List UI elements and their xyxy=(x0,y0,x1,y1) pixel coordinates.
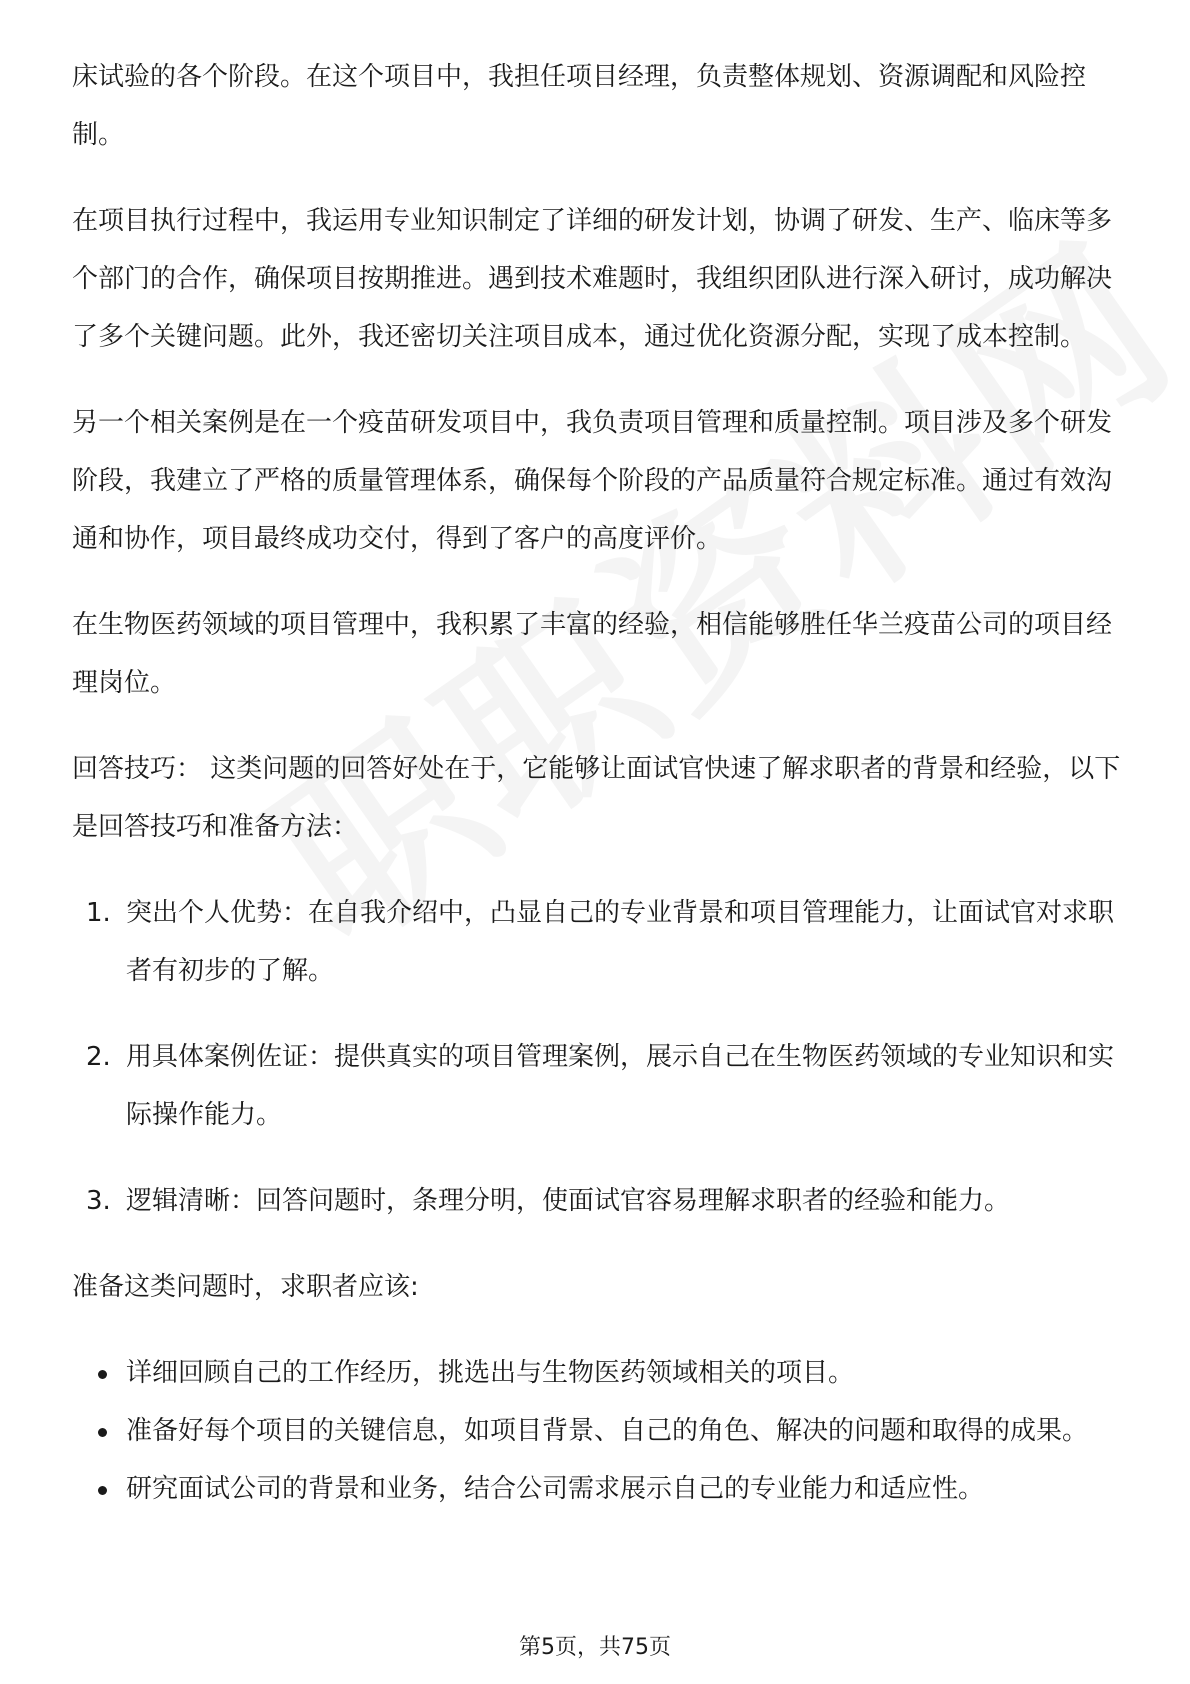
page-number-footer: 第5页，共75页 xyxy=(519,1635,671,1660)
list-item-text: 用具体案例佐证：提供真实的项目管理案例，展示自己在生物医药领域的专业知识和实际操作能力。 xyxy=(126,1042,1115,1130)
list-item xyxy=(72,1460,1132,1518)
paragraph-conclusion: 在生物医药领域的项目管理中，我积累了丰富的经验，相信能够胜任华兰疫苗公司的项目经理岗位。 xyxy=(72,610,1113,698)
list-number: 2. xyxy=(86,1042,111,1072)
prep-list xyxy=(72,1344,1132,1518)
list-item xyxy=(72,1028,1132,1144)
answer-tips-list xyxy=(72,884,1132,1230)
list-item xyxy=(72,1402,1132,1460)
paragraph-project-execution: 在项目执行过程中，我运用专业知识制定了详细的研发计划，协调了研发、生产、临床等多个部门的合作，确保项目按期推进。遇到技术难题时，我组织团队进行深入研讨，成功解决了多个关键问题。此外，我还密切关注项目成本，通过优化资源分配，实现了成本控制。 xyxy=(72,206,1113,352)
paragraph-project-role: 床试验的各个阶段。在这个项目中，我担任项目经理，负责整体规划、资源调配和风险控制。 xyxy=(72,62,1087,150)
list-item xyxy=(72,1172,1132,1230)
paragraph-answer-tips-intro: 回答技巧： 这类问题的回答好处在于，它能够让面试官快速了解求职者的背景和经验，以下是回答技巧和准备方法： xyxy=(72,754,1121,842)
bullet-icon xyxy=(98,1370,107,1379)
page-content xyxy=(72,48,1132,1518)
list-number: 3. xyxy=(86,1186,111,1216)
list-item-text: 突出个人优势：在自我介绍中，凸显自己的专业背景和项目管理能力，让面试官对求职者有初步的了解。 xyxy=(126,898,1115,986)
list-item-text: 详细回顾自己的工作经历，挑选出与生物医药领域相关的项目。 xyxy=(126,1358,855,1388)
bullet-icon xyxy=(98,1486,107,1495)
paragraph-vaccine-case: 另一个相关案例是在一个疫苗研发项目中，我负责项目管理和质量控制。项目涉及多个研发阶段，我建立了严格的质量管理体系，确保每个阶段的产品质量符合规定标准。通过有效沟通和协作，项目最终成功交付，得到了客户的高度评价。 xyxy=(72,408,1113,554)
list-item xyxy=(72,884,1132,1000)
bullet-icon xyxy=(98,1428,107,1437)
list-item-text: 逻辑清晰：回答问题时，条理分明，使面试官容易理解求职者的经验和能力。 xyxy=(126,1186,1011,1216)
list-number: 1. xyxy=(86,898,111,928)
list-item-text: 研究面试公司的背景和业务，结合公司需求展示自己的专业能力和适应性。 xyxy=(126,1474,985,1504)
list-item-text: 准备好每个项目的关键信息，如项目背景、自己的角色、解决的问题和取得的成果。 xyxy=(126,1416,1089,1446)
list-item xyxy=(72,1344,1132,1402)
paragraph-prep-intro: 准备这类问题时，求职者应该: xyxy=(72,1272,419,1302)
